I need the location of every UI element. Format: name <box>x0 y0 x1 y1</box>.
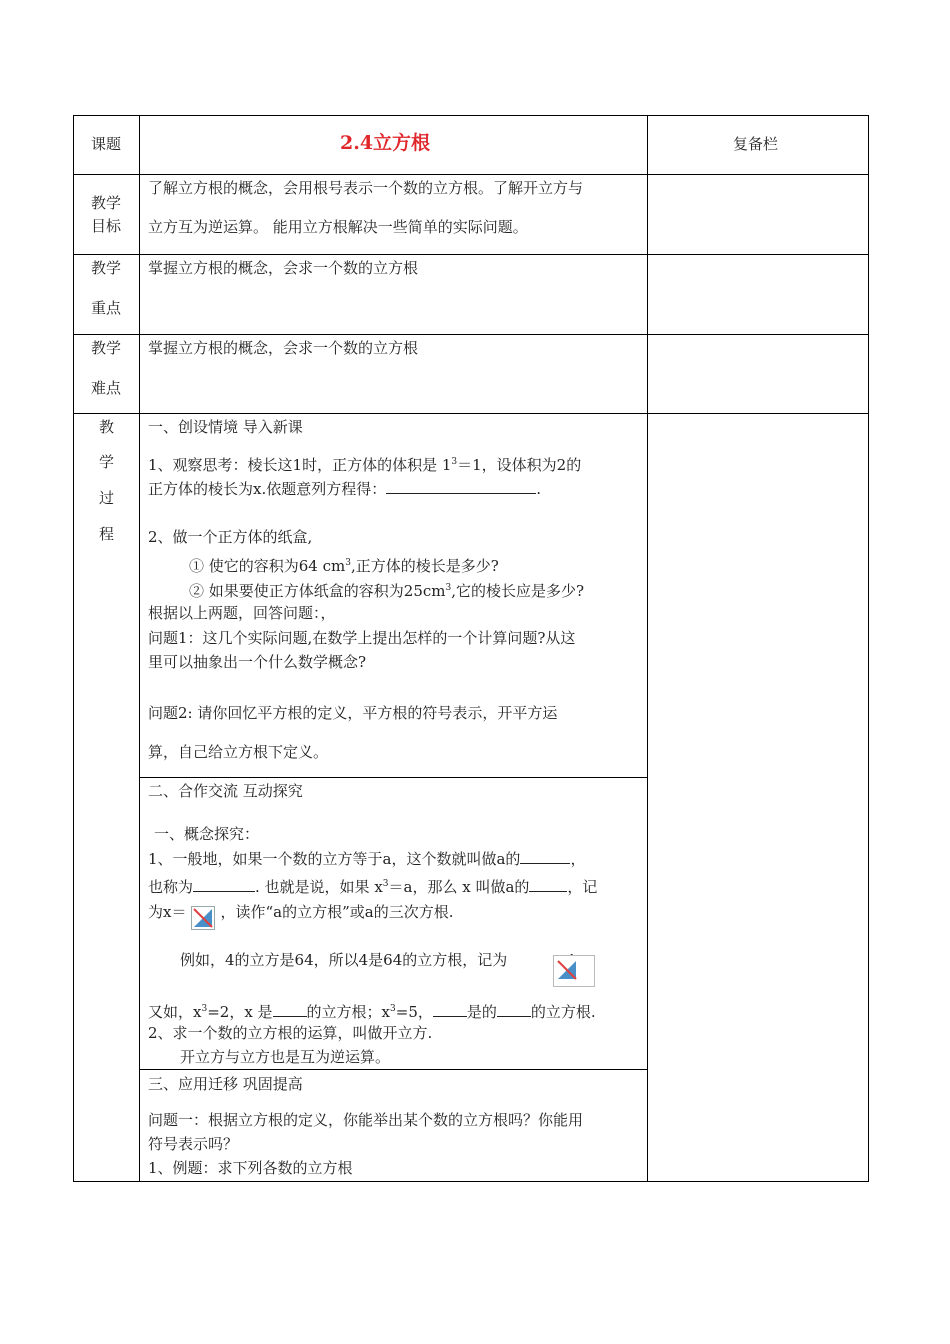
section2-definition-line3: 为x＝ ，读作“a的立方根”或a的三次方根. <box>148 903 454 921</box>
section1-q2-item2: ② 如果要使正方体纸盒的容积为$25cm^3$,它的棱长应是多少? <box>189 582 585 600</box>
answer-blank <box>193 877 255 892</box>
key-points-label-2: 重点 <box>91 299 122 317</box>
section3-question-line1: 问题一：根据立方根的定义，你能举出某个数的立方根吗？你能用 <box>148 1111 584 1129</box>
answer-blank <box>529 877 567 892</box>
process-label-2: 学 <box>99 453 115 471</box>
answer-blank <box>520 849 570 864</box>
page-title: 2.4立方根 <box>340 132 431 154</box>
difficulties-label-1: 教学 <box>91 339 122 357</box>
process-label-3: 过 <box>99 489 115 507</box>
section1-q1-line1: 1、观察思考：棱长这1时，正方体的体积是 $1^3=1$，设体积为2的 <box>148 456 582 474</box>
section1-problem2-line1: 问题2: 请你回忆平方根的定义，平方根的符号表示，开平方运 <box>148 704 558 722</box>
review-column-label: 复备栏 <box>733 135 779 153</box>
cube-root-64-image <box>553 955 595 987</box>
section2-also-example: 又如，$x^3=2$，x 是 的立方根；$x^3=5$， 是的 的立方根. <box>148 1003 596 1021</box>
section2-subheading: 一、概念探究： <box>154 825 260 843</box>
process-label-4: 程 <box>99 525 115 543</box>
answer-blank <box>497 1002 531 1017</box>
section1-answer-intro: 根据以上两题，回答问题：， <box>148 604 336 622</box>
section1-q2-item1: ① 使它的容积为64 $cm^3$,正方体的棱长是多少? <box>189 557 499 575</box>
process-label-1: 教 <box>99 418 115 436</box>
section2-example: 例如，4的立方是64，所以4是64的立方根，记为 <box>180 951 508 969</box>
section3-example: 1、例题：求下列各数的立方根 <box>148 1159 353 1177</box>
section1-problem1-line2: 里可以抽象出一个什么数学概念? <box>148 653 367 671</box>
section2-inverse-note: 开立方与立方也是互为逆运算。 <box>180 1048 391 1066</box>
section3-question-line2: 符号表示吗？ <box>148 1135 239 1153</box>
key-points-label-1: 教学 <box>91 259 122 277</box>
cube-root-formula-image <box>191 906 215 930</box>
section3-heading: 三、应用迁移 巩固提高 <box>148 1075 303 1093</box>
section2-operation-definition: 2、求一个数的立方根的运算，叫做开立方. <box>148 1024 433 1042</box>
difficulties-label-2: 难点 <box>91 379 122 397</box>
goals-label-2: 目标 <box>91 217 122 235</box>
answer-blank <box>433 1002 467 1017</box>
key-points-text: 掌握立方根的概念，会求一个数的立方根 <box>148 259 419 277</box>
section1-q2: 2、做一个正方体的纸盒, <box>148 528 313 546</box>
answer-blank <box>386 479 536 494</box>
answer-blank <box>273 1002 307 1017</box>
section1-problem2-line2: 算，自己给立方根下定义。 <box>148 743 329 761</box>
goals-line-2: 立方互为逆运算。 能用立方根解决一些简单的实际问题。 <box>148 218 528 236</box>
difficulties-text: 掌握立方根的概念，会求一个数的立方根 <box>148 339 419 357</box>
section2-definition-line2: 也称为 . 也就是说，如果 $x^3=a$，那么 x 叫做a的 ，记 <box>148 878 598 896</box>
subject-label: 课题 <box>91 135 122 153</box>
section1-heading: 一、创设情境 导入新课 <box>148 418 303 436</box>
section2-heading: 二、合作交流 互动探究 <box>148 782 303 800</box>
section1-problem1-line1: 问题1：这几个实际问题,在数学上提出怎样的一个计算问题?从这 <box>148 629 576 647</box>
goals-label-1: 教学 <box>91 194 122 212</box>
section2-definition-line1: 1、一般地，如果一个数的立方等于a，这个数就叫做a的 ， <box>148 850 586 868</box>
section1-q1-line2: 正方体的棱长为x.依题意列方程得： . <box>148 480 542 498</box>
goals-line-1: 了解立方根的概念，会用根号表示一个数的立方根。了解开立方与 <box>148 179 584 197</box>
